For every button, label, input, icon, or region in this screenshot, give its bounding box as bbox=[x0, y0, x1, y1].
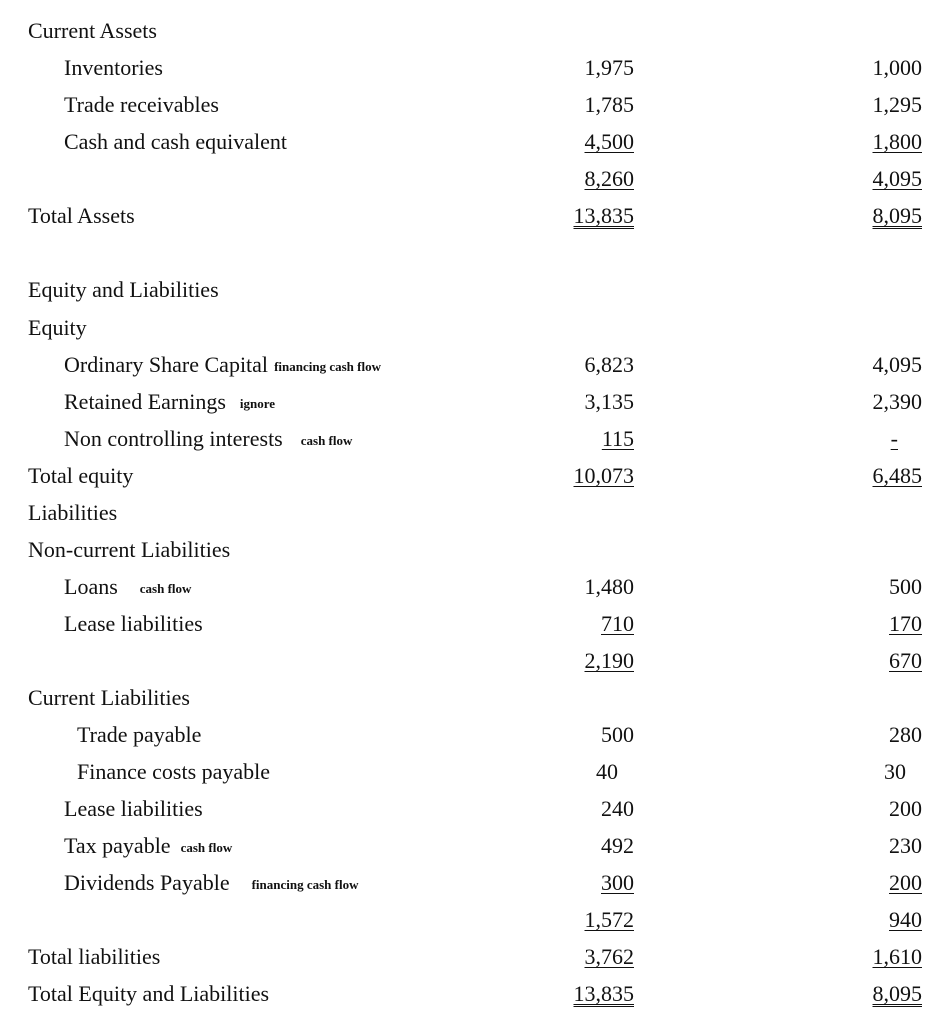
total-assets-current: 13,835 bbox=[573, 203, 634, 228]
cash-row bbox=[0, 127, 936, 157]
equity-liabilities-heading: Equity and Liabilities bbox=[28, 277, 219, 302]
current-assets-heading-row bbox=[0, 16, 936, 46]
lease-c-row bbox=[0, 794, 936, 824]
trade-payable-prior: 280 bbox=[889, 722, 922, 747]
retained-earnings-row bbox=[0, 387, 936, 417]
trade-payable-label: Trade payable bbox=[77, 722, 202, 747]
finance-costs-row bbox=[0, 757, 936, 787]
cash-prior: 1,800 bbox=[872, 129, 922, 154]
finance-costs-current: 40 bbox=[596, 759, 618, 784]
tax-payable-prior: 230 bbox=[889, 833, 922, 858]
liabilities-heading-row bbox=[0, 498, 936, 528]
current-assets-subtotal-current: 8,260 bbox=[584, 166, 634, 191]
dividends-prior: 200 bbox=[889, 870, 922, 895]
nci-label-wrap bbox=[64, 424, 352, 456]
nc-subtotal-current: 2,190 bbox=[584, 648, 634, 673]
inventories-prior: 1,000 bbox=[872, 55, 922, 80]
nci-label: Non controlling interests bbox=[64, 426, 283, 451]
lease-c-current: 240 bbox=[601, 796, 634, 821]
lease-c-prior: 200 bbox=[889, 796, 922, 821]
equity-heading: Equity bbox=[28, 315, 87, 340]
current-assets-subtotal-row bbox=[0, 164, 936, 194]
total-liabilities-prior: 1,610 bbox=[872, 944, 922, 969]
share-capital-current: 6,823 bbox=[584, 352, 634, 377]
share-capital-label: Ordinary Share Capital bbox=[64, 352, 269, 377]
dividends-label: Dividends Payable bbox=[64, 870, 230, 895]
equity-heading-row bbox=[0, 313, 936, 343]
non-current-liabilities-heading: Non-current Liabilities bbox=[28, 537, 231, 562]
trade-payable-current: 500 bbox=[601, 722, 634, 747]
trade-receivables-row bbox=[0, 90, 936, 120]
total-assets-row bbox=[0, 201, 936, 231]
cl-subtotal-prior: 940 bbox=[889, 907, 922, 932]
cash-label: Cash and cash equivalent bbox=[64, 129, 287, 154]
trade-receivables-prior: 1,295 bbox=[872, 92, 922, 117]
total-equity-current: 10,073 bbox=[573, 463, 634, 488]
cl-subtotal-row bbox=[0, 905, 936, 935]
retained-earnings-label: Retained Earnings bbox=[64, 389, 226, 414]
trade-payable-row bbox=[0, 720, 936, 750]
total-equity-liabilities-row bbox=[0, 979, 936, 1009]
dividends-label-wrap bbox=[64, 868, 359, 900]
loans-prior: 500 bbox=[889, 574, 922, 599]
loans-note: cash flow bbox=[139, 581, 192, 596]
nci-row bbox=[0, 424, 936, 454]
retained-earnings-note: ignore bbox=[239, 396, 276, 411]
retained-earnings-label-wrap bbox=[64, 387, 275, 419]
lease-nc-prior: 170 bbox=[889, 611, 922, 636]
loans-label: Loans bbox=[64, 574, 118, 599]
nc-subtotal-row bbox=[0, 646, 936, 676]
total-liabilities-current: 3,762 bbox=[584, 944, 634, 969]
total-equity-liabilities-current: 13,835 bbox=[573, 981, 634, 1006]
retained-earnings-prior: 2,390 bbox=[872, 389, 922, 414]
current-liabilities-heading-row bbox=[0, 683, 936, 713]
share-capital-note: financing cash flow bbox=[274, 359, 381, 374]
share-capital-label-wrap bbox=[64, 350, 381, 382]
lease-c-label: Lease liabilities bbox=[64, 796, 203, 821]
current-liabilities-heading: Current Liabilities bbox=[28, 685, 190, 710]
loans-row bbox=[0, 572, 936, 602]
inventories-label: Inventories bbox=[64, 55, 163, 80]
tax-payable-current: 492 bbox=[601, 833, 634, 858]
loans-label-wrap bbox=[64, 572, 191, 604]
total-equity-liabilities-label: Total Equity and Liabilities bbox=[28, 981, 270, 1006]
total-equity-row bbox=[0, 461, 936, 491]
non-current-liabilities-heading-row bbox=[0, 535, 936, 565]
inventories-row bbox=[0, 53, 936, 83]
loans-current: 1,480 bbox=[584, 574, 634, 599]
total-equity-prior: 6,485 bbox=[872, 463, 922, 488]
trade-receivables-label: Trade receivables bbox=[64, 92, 219, 117]
trade-receivables-current: 1,785 bbox=[584, 92, 634, 117]
nci-note: cash flow bbox=[300, 433, 353, 448]
equity-liabilities-heading-row bbox=[0, 275, 936, 305]
tax-payable-note: cash flow bbox=[180, 840, 233, 855]
tax-payable-label-wrap bbox=[64, 831, 232, 863]
lease-nc-row bbox=[0, 609, 936, 639]
nc-subtotal-prior: 670 bbox=[889, 648, 922, 673]
total-assets-prior: 8,095 bbox=[872, 203, 922, 228]
current-assets-subtotal-prior: 4,095 bbox=[872, 166, 922, 191]
retained-earnings-current: 3,135 bbox=[584, 389, 634, 414]
liabilities-heading: Liabilities bbox=[28, 500, 118, 525]
total-equity-label: Total equity bbox=[28, 463, 134, 488]
share-capital-row bbox=[0, 350, 936, 380]
total-liabilities-label: Total liabilities bbox=[28, 944, 161, 969]
current-assets-heading: Current Assets bbox=[28, 18, 157, 43]
tax-payable-label: Tax payable bbox=[64, 833, 171, 858]
total-liabilities-row bbox=[0, 942, 936, 972]
cash-current: 4,500 bbox=[584, 129, 634, 154]
total-equity-liabilities-prior: 8,095 bbox=[872, 981, 922, 1006]
lease-nc-label: Lease liabilities bbox=[64, 611, 203, 636]
lease-nc-current: 710 bbox=[601, 611, 634, 636]
nci-current: 115 bbox=[601, 426, 634, 451]
finance-costs-prior: 30 bbox=[884, 759, 906, 784]
finance-costs-label: Finance costs payable bbox=[77, 759, 271, 784]
share-capital-prior: 4,095 bbox=[872, 352, 922, 377]
inventories-current: 1,975 bbox=[584, 55, 634, 80]
dividends-current: 300 bbox=[601, 870, 634, 895]
nci-prior: - bbox=[890, 426, 898, 451]
tax-payable-row bbox=[0, 831, 936, 861]
dividends-note: financing cash flow bbox=[251, 877, 359, 892]
cl-subtotal-current: 1,572 bbox=[584, 907, 634, 932]
total-assets-label: Total Assets bbox=[28, 203, 135, 228]
dividends-row bbox=[0, 868, 936, 898]
